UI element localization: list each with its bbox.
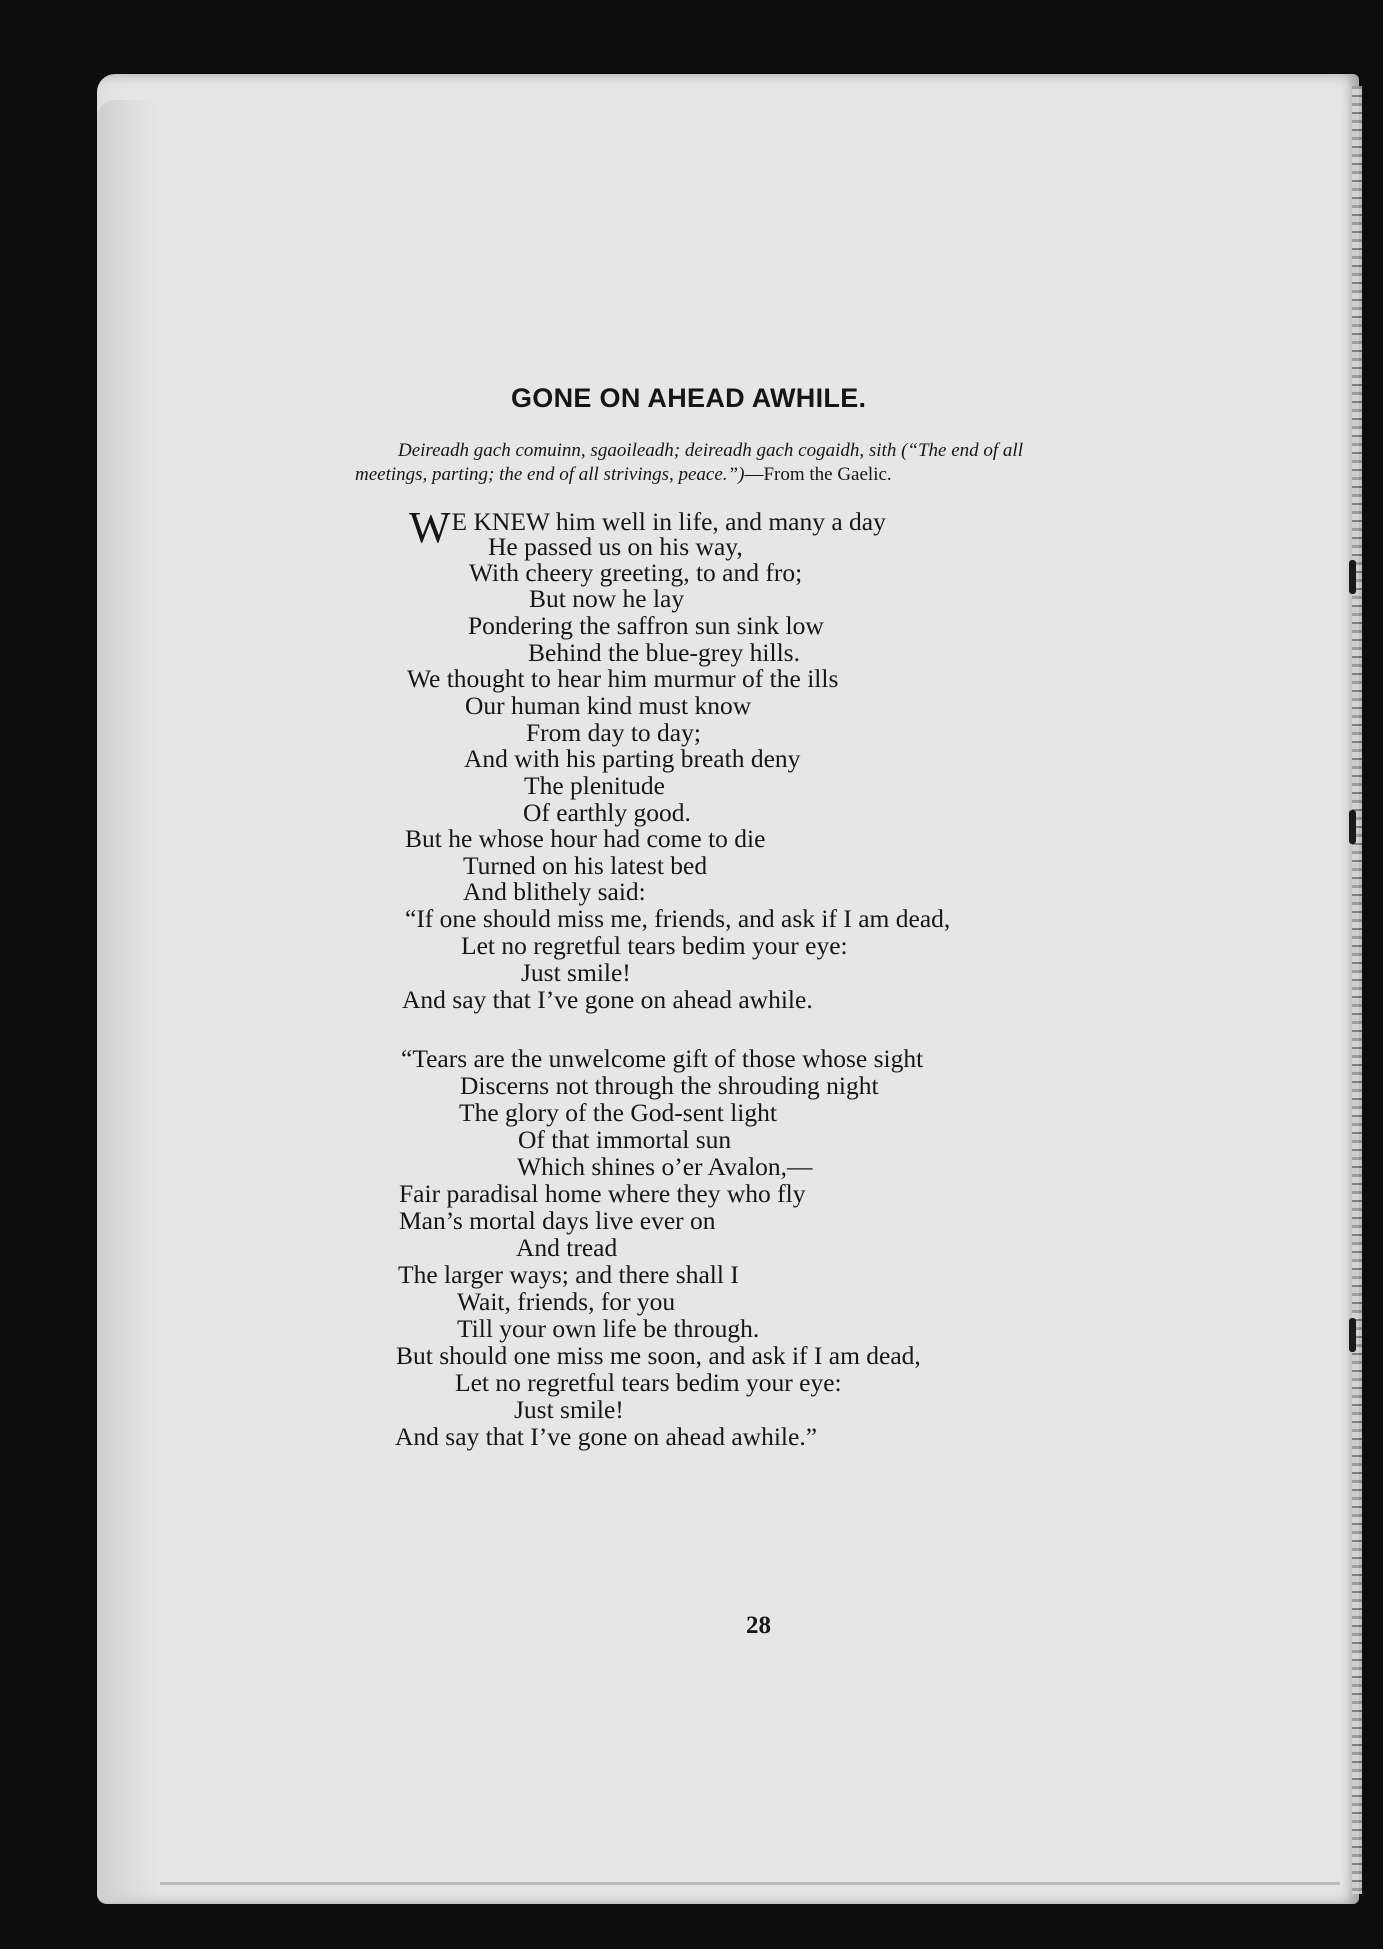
poem-line: Of earthly good. — [523, 798, 691, 827]
poem-line: But should one miss me soon, and ask if I am dead, — [396, 1341, 921, 1370]
poem-line: Man’s mortal days live ever on — [399, 1206, 716, 1235]
poem-line: Pondering the saffron sun sink low — [468, 611, 824, 640]
poem-line: With cheery greeting, to and fro; — [469, 558, 803, 587]
poem-title: GONE ON AHEAD AWHILE. — [511, 383, 867, 413]
poem-line: And say that I’ve gone on ahead awhile.” — [395, 1422, 818, 1451]
binding-mark — [1349, 560, 1356, 594]
poem-line: From day to day; — [526, 718, 701, 747]
epigraph-line-1: Deireadh gach comuinn, sgaoileadh; deireadh gach cogaidh, sith (“The end of all — [398, 440, 1023, 461]
poem-line: “Tears are the unwelcome gift of those whose sight — [401, 1044, 924, 1073]
epigraph-line-2 — [355, 462, 892, 487]
binding-mark — [1349, 1318, 1356, 1352]
poem-line: He passed us on his way, — [488, 532, 743, 561]
poem-line-text: E KNEW him well in life, and many a day — [451, 507, 886, 536]
epigraph-source: —From the Gaelic. — [744, 464, 892, 485]
poem-line: But he whose hour had come to die — [405, 824, 766, 853]
poem-line: Till your own life be through. — [457, 1314, 760, 1343]
drop-cap: W — [409, 503, 451, 552]
poem-line: Behind the blue-grey hills. — [528, 638, 800, 667]
poem-line: And say that I’ve gone on ahead awhile. — [402, 985, 813, 1014]
poem-line: The plenitude — [524, 771, 665, 800]
epigraph-line-2-text: meetings, parting; the end of all strivings, peace.”) — [355, 464, 745, 485]
poem-line: “If one should miss me, friends, and ask if I am dead, — [405, 904, 951, 933]
binding-mark — [1349, 810, 1356, 844]
poem-line: Our human kind must know — [465, 691, 752, 720]
poem-line: And tread — [516, 1233, 618, 1262]
poem-line: We thought to hear him murmur of the ills — [407, 664, 839, 693]
poem-line: And with his parting breath deny — [464, 744, 801, 773]
poem-line: The larger ways; and there shall I — [398, 1260, 739, 1289]
page-bottom-edge — [160, 1882, 1340, 1885]
poem-line: Turned on his latest bed — [463, 851, 708, 880]
poem-line: Just smile! — [514, 1395, 624, 1424]
poem-line: But now he lay — [529, 584, 685, 613]
poem-line: The glory of the God-sent light — [459, 1098, 777, 1127]
poem-line: Let no regretful tears bedim your eye: — [455, 1368, 842, 1397]
poem-line: Of that immortal sun — [518, 1125, 732, 1154]
poem-line: Wait, friends, for you — [457, 1287, 676, 1316]
page-gutter-shadow — [97, 100, 157, 1900]
poem-line: And blithely said: — [463, 877, 646, 906]
poem-line: Fair paradisal home where they who fly — [399, 1179, 806, 1208]
poem-line: Discerns not through the shrouding night — [460, 1071, 879, 1100]
poem-line: Just smile! — [521, 958, 631, 987]
poem-line: Let no regretful tears bedim your eye: — [461, 931, 848, 960]
poem-line: Which shines o’er Avalon,— — [517, 1152, 813, 1181]
page-right-edge — [1352, 86, 1362, 1894]
page-number: 28 — [746, 1612, 771, 1639]
